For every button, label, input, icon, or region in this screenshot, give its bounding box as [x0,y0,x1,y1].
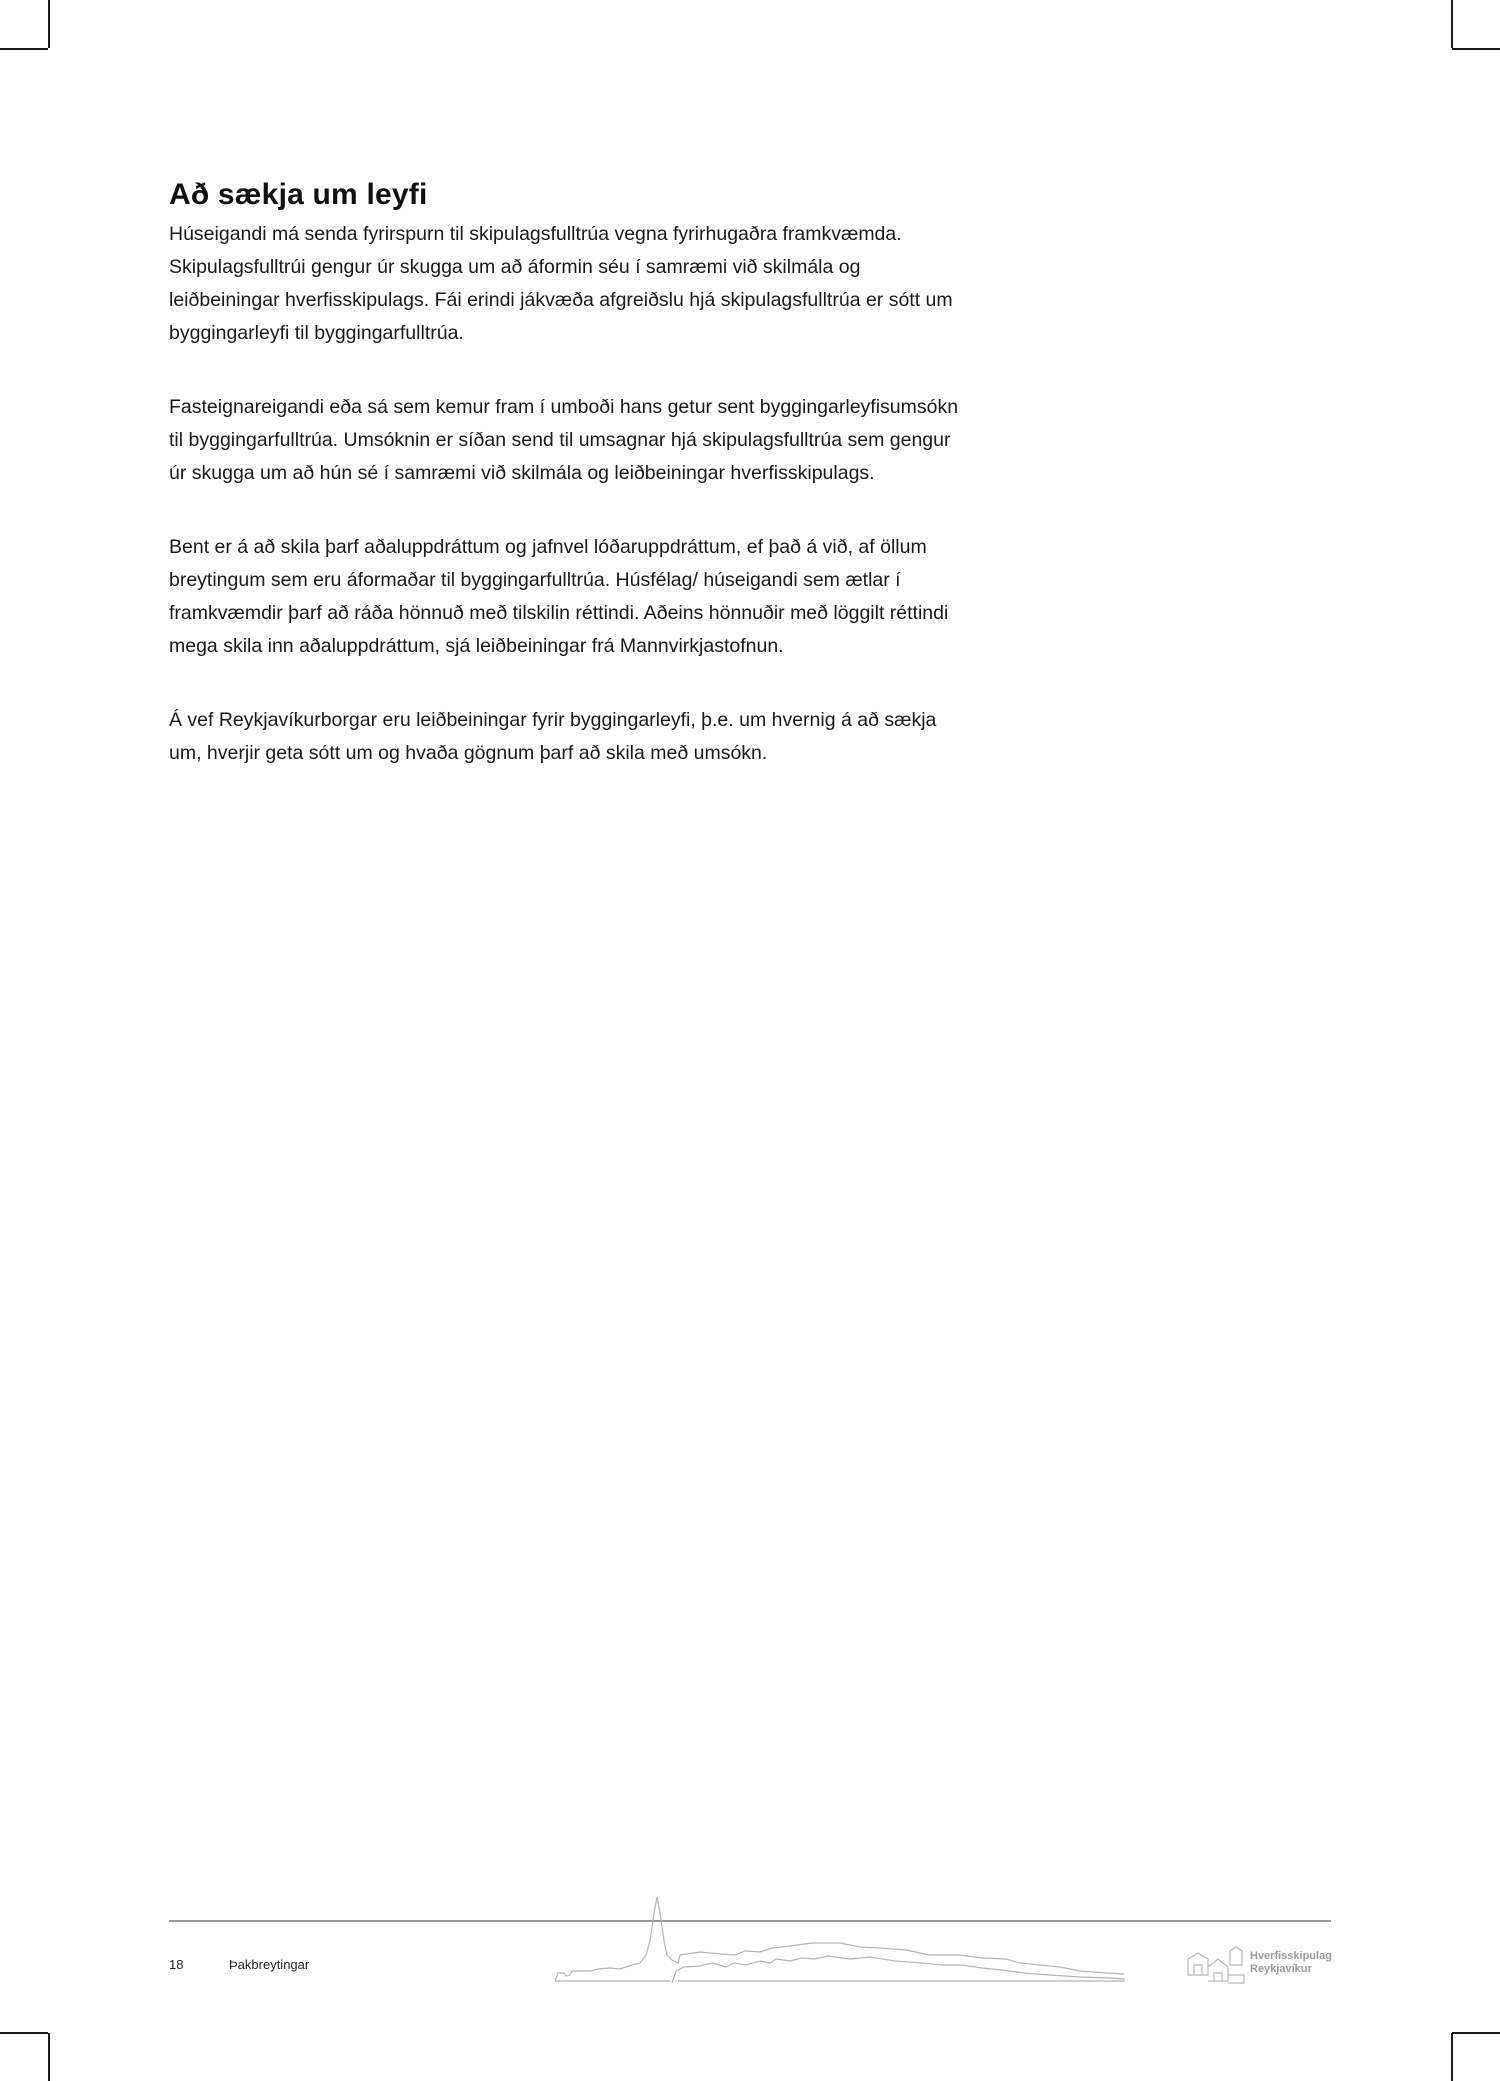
paragraph: Húseigandi má senda fyrirspurn til skipulagsfulltrúa vegna fyrirhugaðra framkvæmda. Skipulagsfulltrúi gengur úr skugga um að áformin séu í samræmi við skilmála og leiðbeiningar hverfisskipulags. Fái erindi jákvæða afgreiðslu hjá skipulagsfulltrúa er sótt um byggingarleyfi til byggingarfulltrúa. [169,223,953,344]
hverfisskipulag-logo-icon [1186,1945,1248,1985]
page-number: 18 [169,1957,184,1972]
paragraph: Fasteignareigandi eða sá sem kemur fram í umboði hans getur sent byggingarleyfisumsókn til byggingarfulltrúa. Umsóknin er síðan send til umsagnar hjá skipulagsfulltrúa sem gengur úr skugga um að hún sé í samræmi við skilmála og leiðbeiningar hverfisskipulags. [169,396,959,484]
crop-mark [1452,2032,1500,2034]
document-title: Þakbreytingar [229,1957,310,1972]
crop-mark [1451,0,1453,48]
paragraph: Á vef Reykjavíkurborgar eru leiðbeiningar fyrir byggingarleyfi, þ.e. um hvernig á að sækja um, hverjir geta sótt um og hvaða gögnum þarf að skila með umsókn. [169,709,937,764]
crop-mark [1451,2033,1453,2081]
logo-line-2: Reykjavíkur [1250,1963,1312,1975]
skyline-icon [550,1893,1130,1988]
page-heading: Að sækja um leyfi [169,178,428,211]
main-content [169,178,969,811]
crop-mark [0,48,48,50]
crop-mark [48,0,50,48]
logo-line-1: Hverfisskipulag [1250,1950,1332,1962]
crop-mark [0,2032,48,2034]
logo-text [1250,1950,1332,1976]
paragraph: Bent er á að skila þarf aðaluppdráttum og jafnvel lóðaruppdráttum, ef það á við, af öllum breytingum sem eru áformaðar til byggingarfulltrúa. Húsfélag/ húseigandi sem ætlar í framkvæmdir þarf að ráða hönnuð með tilskilin réttindi. Aðeins hönnuðir með löggilt réttindi mega skila inn aðaluppdráttum, sjá leiðbeiningar frá Mannvirkjastofnun. [169,536,949,657]
crop-mark [1452,48,1500,50]
crop-mark [48,2033,50,2081]
